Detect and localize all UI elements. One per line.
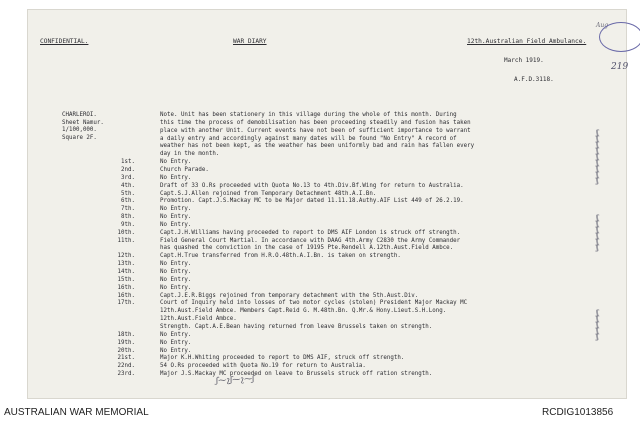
entry-text: No Entry. <box>160 331 192 338</box>
entry-text: No Entry. <box>160 159 192 166</box>
entry-text: No Entry. <box>160 276 192 283</box>
diary-entry <box>28 261 628 269</box>
entry-date: 19th. <box>117 339 135 346</box>
entry-text: Church Parade. <box>160 166 209 173</box>
entry-text: No Entry. <box>160 339 192 346</box>
entry-text: place with another Unit. Current events have not been of sufficient importance to warrant <box>160 127 471 134</box>
entry-date: 11th. <box>117 237 135 244</box>
diary-title: WAR DIARY <box>233 38 267 45</box>
diary-entry <box>28 206 628 214</box>
diary-entry <box>28 143 628 151</box>
diary-entry <box>28 112 628 120</box>
diary-entry <box>28 253 628 261</box>
diary-entry <box>28 230 628 238</box>
diary-entry <box>28 269 628 277</box>
diary-entry <box>28 277 628 285</box>
reference-number: A.F.D.3118. <box>514 76 554 83</box>
month-label: March 1919. <box>504 57 544 64</box>
entry-text: Capt.J.E.R.Biggs rejoined from temporary detachment with the 5th.Aust.Div. <box>160 292 419 299</box>
diary-entry <box>28 167 628 175</box>
diary-entry <box>28 363 628 371</box>
entry-text: Major K.H.Whiting proceeded to report to DMS AIF, struck off strength. <box>160 355 405 362</box>
archive-credit: AUSTRALIAN WAR MEMORIAL <box>4 407 149 418</box>
diary-entry <box>28 136 628 144</box>
diary-entry <box>28 308 628 316</box>
entry-date: 14th. <box>117 269 135 275</box>
entry-date: 9th. <box>121 221 135 228</box>
entry-text: 12th.Aust.Field Ambce. Members Capt.Reid G. M.48th.Bn. Q.Mr.& Hony.Lieut.S.H.Long. <box>160 308 447 315</box>
diary-entry <box>28 238 628 246</box>
diary-entry <box>28 245 628 253</box>
entry-text: Draft of 33 O.Rs proceeded with Quota No.13 to 4th.Div.Bf.Wing for return to Australia. <box>160 182 464 189</box>
entry-text: a daily entry and accordingly against many dates will be found "No Entry" A record of <box>160 135 457 142</box>
entry-text: No Entry. <box>160 174 192 181</box>
entry-date: 8th. <box>121 214 135 221</box>
entry-date: 6th. <box>121 198 135 205</box>
diary-entry <box>28 191 628 199</box>
location-line: Sheet Namur. <box>62 119 104 126</box>
entry-text: No Entry. <box>160 221 192 228</box>
diary-page <box>28 10 629 398</box>
entry-text: No Entry. <box>160 269 192 275</box>
record-id: RCDIG1013856 <box>542 407 614 418</box>
entry-text: this time the process of demobilisation has been proceeding steadily and fusion has taken <box>160 119 471 126</box>
entry-date: 22nd. <box>117 363 135 370</box>
entry-date: 2nd. <box>121 166 135 173</box>
diary-entry <box>28 128 628 136</box>
entry-text: No Entry. <box>160 284 192 291</box>
diary-entry <box>28 214 628 222</box>
diary-entry <box>28 183 628 191</box>
diary-entry <box>28 332 628 340</box>
entry-text: No Entry. <box>160 206 192 213</box>
entry-text: Court of Inquiry held into losses of two motor cycles (stolen) President Major Mackay MC <box>160 300 468 307</box>
entry-text: Promotion. Capt.J.S.Mackay MC to be Major dated 11.11.18.Authy.AIF List 449 of 26.2.19. <box>160 198 464 205</box>
unit-name: 12th.Australian Field Ambulance. <box>467 38 587 45</box>
archive-stamp <box>599 22 640 52</box>
entry-date: 17th. <box>117 300 135 307</box>
page-number: 219 <box>611 62 629 72</box>
entry-text: Major J.S.Mackay MC proceeded on leave to Brussels struck off ration strength. <box>160 371 433 378</box>
diary-entry <box>28 371 628 379</box>
entry-date: 16th. <box>117 292 135 299</box>
entry-text: weather has not been kept, as the weather has been uniformly bad and rain has fallen every <box>160 143 475 150</box>
margin-pencil-marks: ʃʃ ʃʃ ʃʃ ʃʃ ʃʃ <box>596 309 598 341</box>
entry-text: Strength. Capt.A.E.Bean having returned from leave Brussels taken on strength. <box>160 323 433 330</box>
diary-entry <box>28 316 628 324</box>
entry-date: 4th. <box>121 182 135 189</box>
entry-date: 23rd. <box>117 371 135 378</box>
entry-text: No Entry. <box>160 261 192 268</box>
margin-pencil-marks: ʃʃ ʃʃ ʃʃ ʃʃ ʃʃ ʃʃ ʃʃ ʃʃ ʃʃ <box>596 129 598 185</box>
entry-text: day in the month. <box>160 151 220 158</box>
diary-entry <box>28 285 628 293</box>
entry-date: 3rd. <box>121 174 135 181</box>
margin-pencil-marks: ʃʃ ʃʃ ʃʃ ʃʃ ʃʃ ʃʃ <box>596 214 598 252</box>
entry-text: Note. Unit has been stationery in this village during the whole of this month. During <box>160 112 457 118</box>
diary-entry <box>28 348 628 356</box>
diary-entry <box>28 300 628 308</box>
diary-entry <box>28 222 628 230</box>
diary-entry <box>28 198 628 206</box>
location-line: Square 2F. <box>62 134 97 141</box>
entry-date: 12th. <box>117 253 135 260</box>
location-line: CHARLEROI. <box>62 112 97 118</box>
diary-entry <box>28 355 628 363</box>
entry-date: 7th. <box>121 206 135 213</box>
entry-text: Capt.J.H.Williams having proceeded to report to DMS AIF London is struck off strength. <box>160 229 461 236</box>
entry-text: Capt.S.J.Allen rejoined from Temporary Detachment 48th.A.I.Bn. <box>160 190 377 197</box>
entry-date: 1st. <box>121 159 135 166</box>
diary-entry <box>28 293 628 301</box>
diary-entry <box>28 159 628 167</box>
pencil-note: Aug <box>596 22 609 29</box>
entry-date: 10th. <box>117 229 135 236</box>
entry-text: No Entry. <box>160 347 192 354</box>
entry-date: 15th. <box>117 276 135 283</box>
diary-entry <box>28 340 628 348</box>
entry-date: 18th. <box>117 331 135 338</box>
diary-entry <box>28 120 628 128</box>
entry-text: 12th.Aust.Field Ambce. <box>160 316 237 323</box>
diary-entry <box>28 175 628 183</box>
entry-text: Capt.H.True transferred from H.R.O.48th.A.I.Bn. is taken on strength. <box>160 253 401 260</box>
entry-date: 5th. <box>121 190 135 197</box>
diary-entry <box>28 151 628 159</box>
location-line: 1/100,000. <box>62 127 97 134</box>
entry-text: 54 O.Rs proceeded with Quota No.19 for return to Australia. <box>160 363 366 370</box>
diary-entry <box>28 324 628 332</box>
entry-date: 20th. <box>117 347 135 354</box>
entry-text: No Entry. <box>160 214 192 221</box>
entry-date: 21st. <box>117 355 135 362</box>
entry-text: Field General Court Martial. In accordance with DAAG 4th.Army C2830 the Army Commander <box>160 237 461 244</box>
entry-date: 16th. <box>117 284 135 291</box>
entry-date: 13th. <box>117 261 135 268</box>
entry-text: has quashed the conviction in the case of 19195 Pte.Rendell A.12th.Aust.Field Ambce. <box>160 245 454 252</box>
handwritten-signature: ʃ⁓ʅʃ⁓ʅ⁓ʃ <box>215 374 255 385</box>
confidential-label: CONFIDENTIAL. <box>40 38 89 45</box>
